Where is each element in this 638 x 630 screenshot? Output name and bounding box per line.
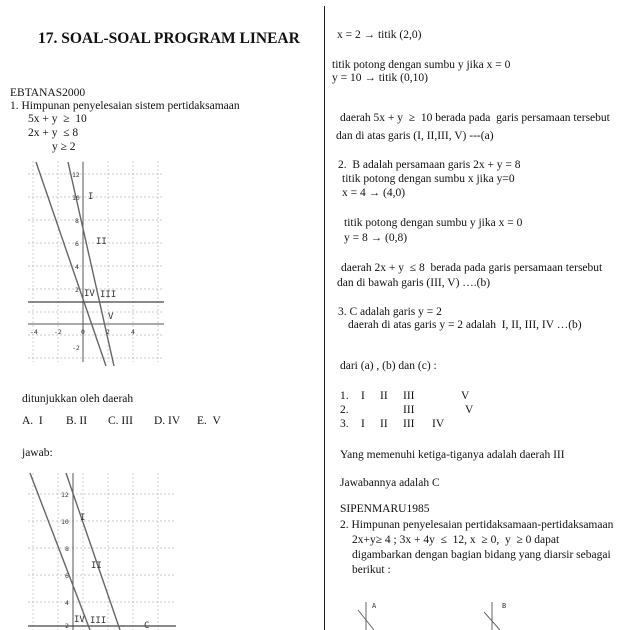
inequality-2: 2x + y ≤ 8 (28, 127, 79, 139)
r-line: 2x+y≥ 4 ; 3x + 4y ≤ 12, x ≥ 0, y ≥ 0 dapat (352, 534, 560, 546)
table-cell: IV (432, 418, 445, 430)
r-line: berikut : (352, 564, 391, 576)
y-tick: 12 (72, 171, 80, 179)
region-label: II (91, 561, 102, 571)
table-cell: I (361, 418, 365, 430)
region-label: IV (74, 615, 85, 625)
x-tick: -2 (54, 328, 62, 336)
figure-label: B (502, 602, 507, 610)
region-label: II (96, 237, 107, 247)
table-cell: V (461, 390, 470, 402)
region-label: V (108, 312, 114, 322)
r-line: titik potong dengan sumbu y jika x = 0 (332, 59, 511, 71)
table-cell: V (465, 404, 474, 416)
region-label: III (90, 616, 107, 626)
y-tick: 4 (65, 599, 69, 607)
source-label: EBTANAS2000 (10, 87, 86, 99)
inequality-1: 5x + y ≥ 10 (28, 113, 87, 125)
r-line: x = 2 → titik (2,0) (337, 29, 422, 41)
option-d: D. IV (154, 415, 181, 427)
y-tick: 6 (65, 572, 69, 580)
inequality-3: y ≥ 2 (52, 141, 76, 153)
line-a (30, 473, 90, 630)
y-tick: 8 (65, 545, 69, 553)
y-tick: 12 (61, 491, 69, 499)
option-e: E. V (197, 415, 221, 427)
table-cell: III (403, 390, 415, 402)
line-b (66, 473, 120, 630)
table-cell: I (361, 390, 365, 402)
r-line: Yang memenuhi ketiga-tiganya adalah daerah III (340, 449, 565, 461)
question-1: 1. Himpunan penyelesaian sistem pertidaksamaan (10, 100, 240, 112)
y-tick: 2 (65, 622, 69, 630)
r-line: dan di atas garis (I, II,III, V) ---(a) (336, 130, 494, 142)
answer-label: jawab: (22, 447, 53, 459)
region-label: IV (84, 289, 95, 299)
region-label: I (80, 513, 86, 523)
region-label: C (144, 621, 150, 630)
column-divider (324, 6, 325, 630)
x-tick: 4 (131, 328, 135, 336)
r-line: Jawabannya adalah C (340, 477, 440, 489)
r-line: y = 10 → titik (0,10) (332, 72, 428, 84)
region-label: I (88, 192, 94, 202)
option-c: C. III (108, 415, 133, 427)
graph-2 (28, 468, 178, 630)
r-line: daerah di atas garis y = 2 adalah I, II, III, IV …(b) (348, 319, 582, 331)
r-line: y = 8 → (0,8) (344, 232, 408, 244)
shown-by-text: ditunjukkan oleh daerah (22, 393, 134, 405)
table-cell: II (380, 418, 388, 430)
r-line: 3. C adalah garis y = 2 (338, 306, 442, 318)
y-tick: 8 (75, 217, 79, 225)
r-line: daerah 5x + y ≥ 10 berada pada garis persamaan tersebut (340, 112, 610, 124)
option-a: A. I (22, 415, 43, 427)
r-line: titik potong dengan sumbu x jika y=0 (342, 173, 515, 185)
option-b: B. II (66, 415, 88, 427)
figure-a (352, 598, 392, 630)
y-tick: 10 (61, 518, 69, 526)
r-line: x = 4 → (4,0) (342, 187, 406, 199)
y-tick: 4 (75, 263, 79, 271)
r-line: dan di bawah garis (III, V) ….(b) (337, 277, 491, 289)
y-tick: 10 (72, 194, 80, 202)
page-title: 17. SOAL-SOAL PROGRAM LINEAR (38, 30, 300, 47)
table-cell: 2. (340, 404, 349, 416)
table-cell: 1. (340, 390, 349, 402)
r-line: titik potong dengan sumbu y jika x = 0 (344, 217, 523, 229)
table-cell: 3. (340, 418, 349, 430)
r-line: dari (a) , (b) dan (c) : (340, 360, 437, 372)
r-line: daerah 2x + y ≤ 8 berada pada garis persamaan tersebut (341, 262, 603, 274)
table-cell: III (403, 404, 415, 416)
r-line: 2. B adalah persamaan garis 2x + y = 8 (338, 159, 521, 171)
figure-label: A (372, 602, 377, 610)
x-tick: 0 (81, 328, 85, 336)
table-cell: II (380, 390, 388, 402)
r-line: SIPENMARU1985 (340, 503, 430, 515)
region-label: III (100, 290, 117, 300)
x-tick: -4 (30, 328, 38, 336)
r-line: 2. Himpunan penyelesaian pertidaksamaan-pertidaksamaan (340, 519, 614, 531)
y-tick: 6 (75, 240, 79, 248)
x-tick: 2 (106, 328, 110, 336)
y-tick: -2 (72, 344, 80, 352)
graph-1 (28, 154, 166, 366)
y-tick: 2 (75, 286, 79, 294)
figure-b (480, 598, 520, 630)
line-a (36, 162, 106, 366)
r-line: digambarkan dengan bagian bidang yang diarsir sebagai (352, 549, 611, 561)
table-cell: III (403, 418, 415, 430)
